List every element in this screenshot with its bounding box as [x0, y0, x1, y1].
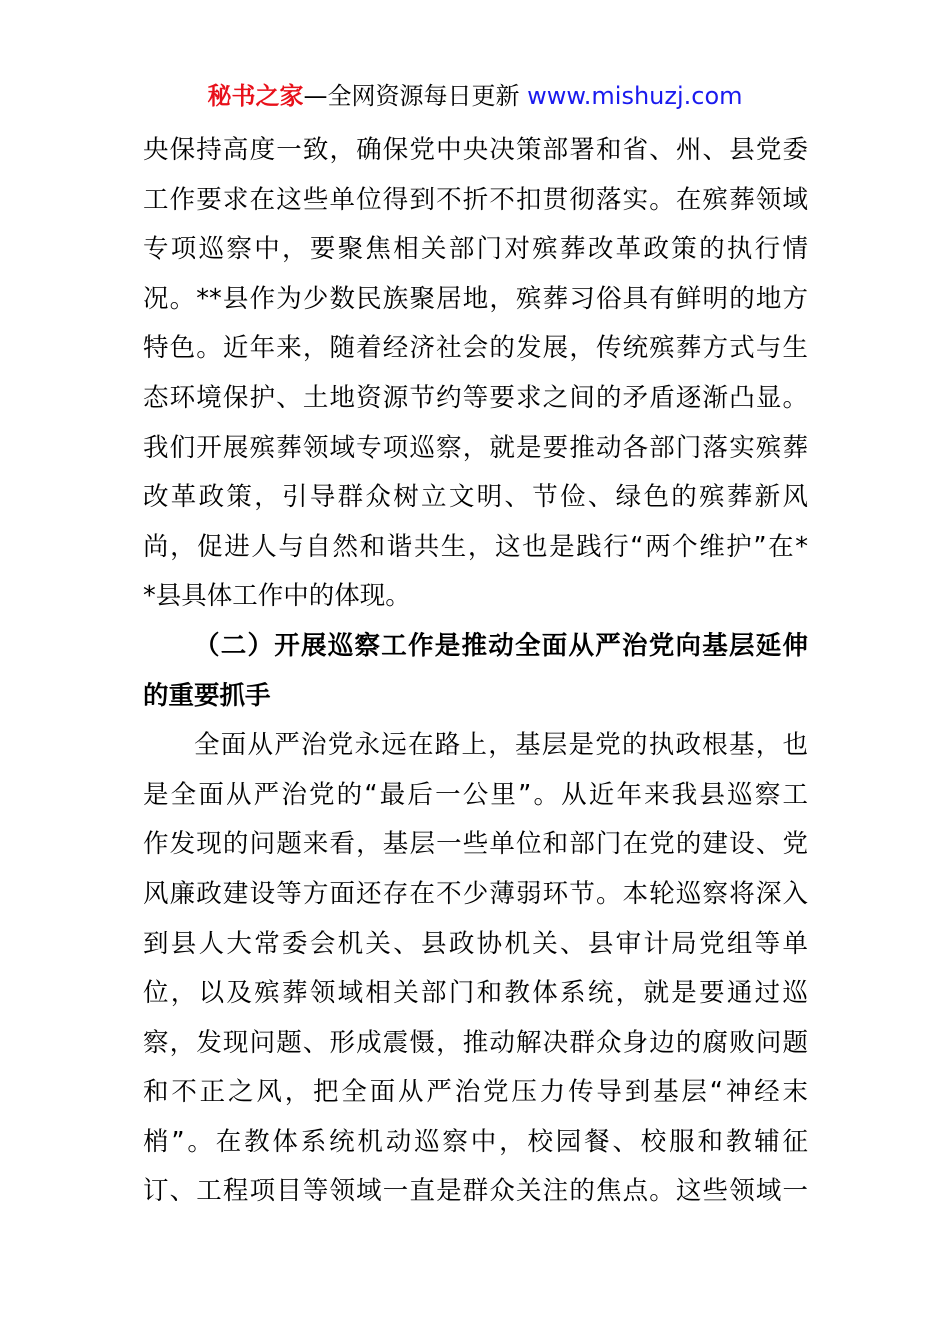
site-brand: 秘书之家: [207, 82, 304, 110]
site-tagline: —全网资源每日更新: [303, 82, 528, 110]
body-line: 工作要求在这些单位得到不折不扣贯彻落实。在殡葬领域: [143, 184, 808, 215]
body-line: 和不正之风，把全面从严治党压力传导到基层“神经末: [143, 1077, 808, 1108]
body-line: 察，发现问题、形成震慑，推动解决群众身边的腐败问题: [143, 1027, 808, 1058]
body-line: 尚，促进人与自然和谐共生，这也是践行“两个维护”在*: [143, 531, 808, 562]
body-line: 作发现的问题来看，基层一些单位和部门在党的建设、党: [143, 829, 808, 860]
body-line: 特色。近年来，随着经济社会的发展，传统殡葬方式与生: [143, 333, 808, 364]
body-line: 我们开展殡葬领域专项巡察，就是要推动各部门落实殡葬: [143, 432, 808, 463]
body-line: *县具体工作中的体现。: [143, 581, 411, 612]
body-line: 况。**县作为少数民族聚居地，殡葬习俗具有鲜明的地方: [143, 283, 808, 314]
section-heading-line: 的重要抓手: [143, 680, 271, 711]
site-url-link[interactable]: www.mishuzj.com: [527, 82, 743, 110]
section-heading-line: （二）开展巡察工作是推动全面从严治党向基层延伸: [194, 630, 808, 661]
body-line: 全面从严治党永远在路上，基层是党的执政根基，也: [194, 730, 808, 761]
body-line: 梢”。在教体系统机动巡察中，校园餐、校服和教辅征: [143, 1126, 808, 1157]
body-line: 位，以及殡葬领域相关部门和教体系统，就是要通过巡: [143, 978, 808, 1009]
body-line: 央保持高度一致，确保党中央决策部署和省、州、县党委: [143, 135, 808, 165]
body-line: 到县人大常委会机关、县政协机关、县审计局党组等单: [143, 928, 808, 959]
body-line: 态环境保护、土地资源节约等要求之间的矛盾逐渐凸显。: [143, 382, 808, 413]
body-line: 风廉政建设等方面还存在不少薄弱环节。本轮巡察将深入: [143, 878, 808, 909]
body-line: 是全面从严治党的“最后一公里”。从近年来我县巡察工: [143, 779, 808, 810]
document-body: [143, 126, 808, 1217]
body-line: 专项巡察中，要聚焦相关部门对殡葬改革政策的执行情: [143, 234, 808, 265]
site-header: [0, 80, 950, 112]
body-line: 订、工程项目等领域一直是群众关注的焦点。这些领域一: [143, 1176, 808, 1207]
body-line: 改革政策，引导群众树立文明、节俭、绿色的殡葬新风: [143, 482, 808, 513]
